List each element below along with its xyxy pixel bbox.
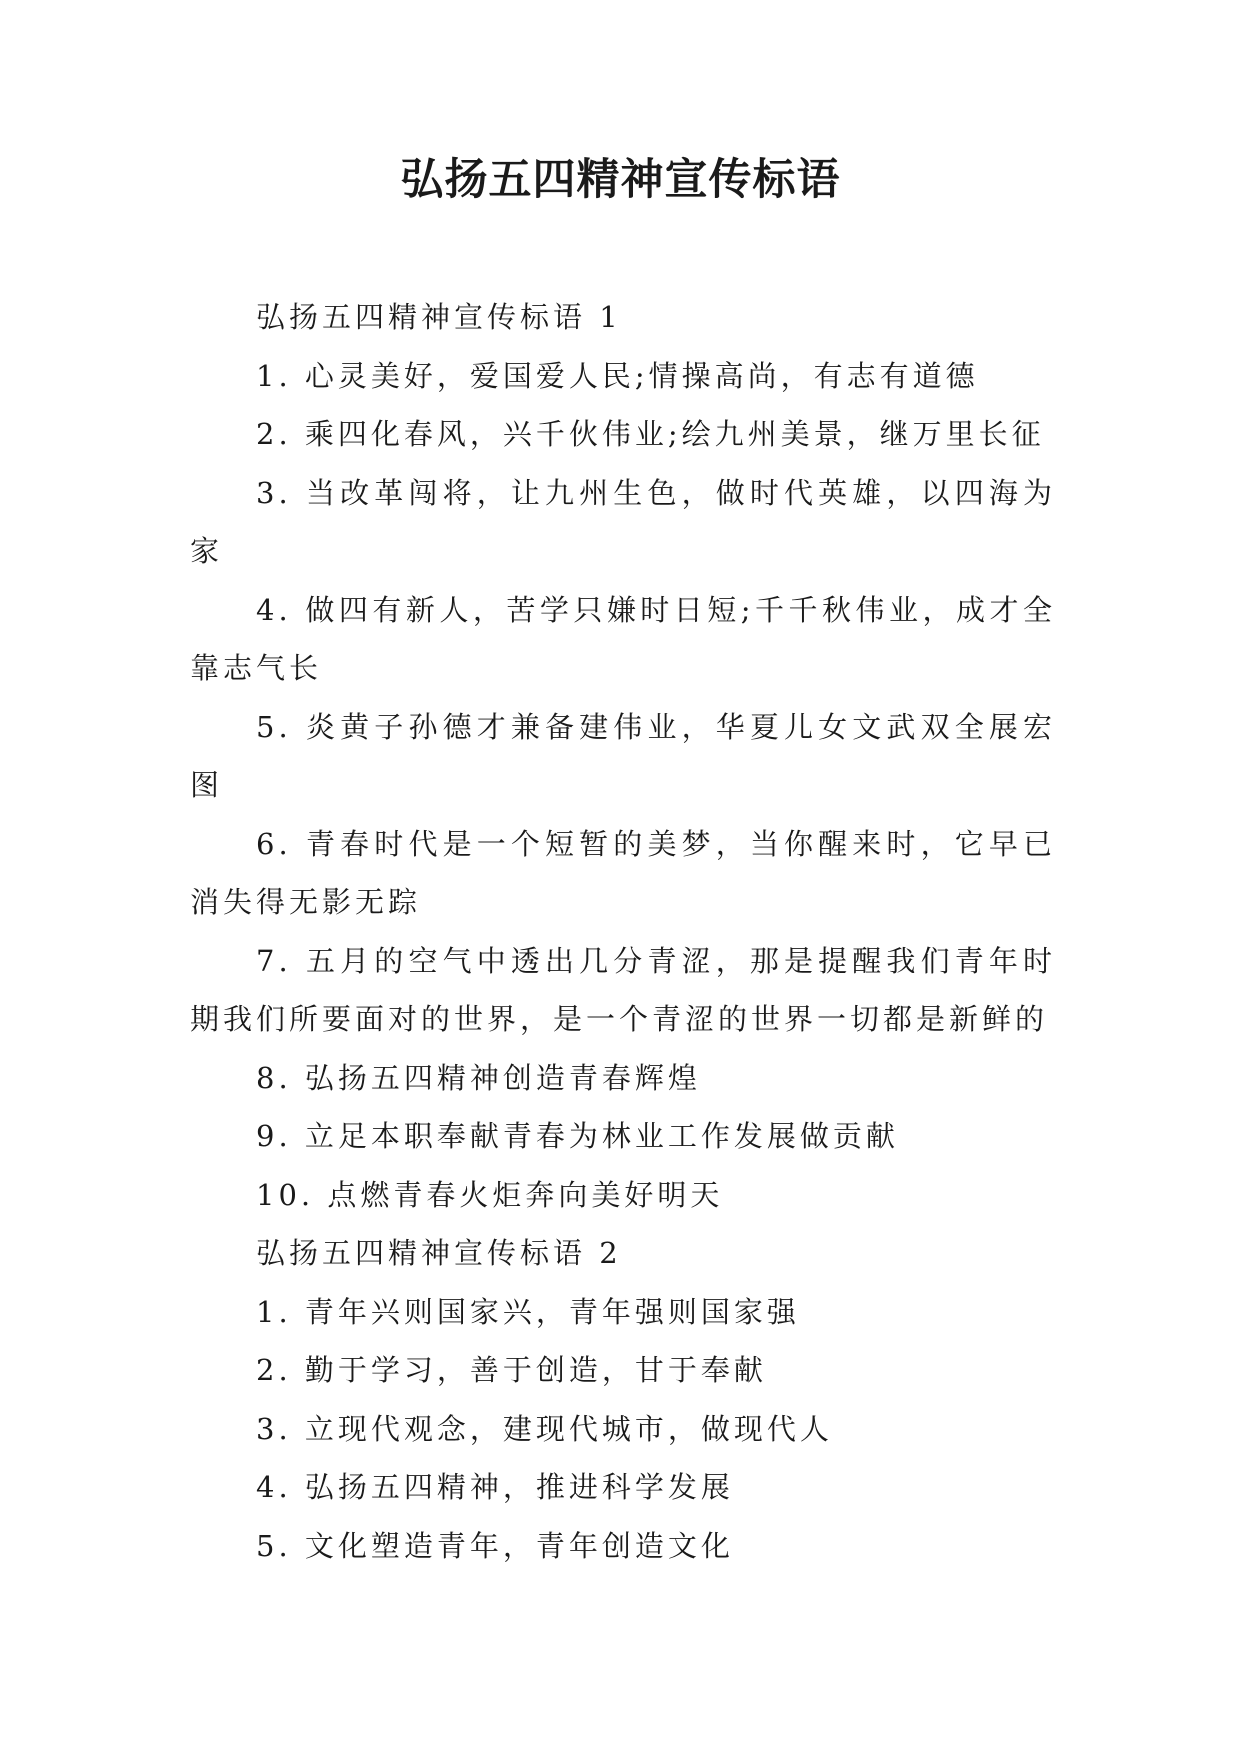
- section-heading-1: 弘扬五四精神宣传标语 1: [256, 300, 622, 334]
- slogan-item: 3. 立现代观念，建现代城市，做现代人: [256, 1411, 833, 1446]
- slogan-item: 5. 炎黄子孙德才兼备建伟业，华夏儿女文武双全展宏图: [190, 709, 1056, 802]
- slogan-item: 10. 点燃青春火炬奔向美好明天: [256, 1177, 724, 1212]
- slogan-item: 8. 弘扬五四精神创造青春辉煌: [256, 1060, 701, 1095]
- slogan-item: 1. 心灵美好，爱国爱人民;情操高尚，有志有道德: [256, 358, 979, 393]
- section-heading-2: 弘扬五四精神宣传标语 2: [256, 1236, 622, 1270]
- slogan-item: 4. 弘扬五四精神，推进科学发展: [256, 1470, 734, 1504]
- document-title: 弘扬五四精神宣传标语: [400, 155, 841, 205]
- slogan-item: 2. 乘四化春风，兴千伙伟业;绘九州美景，继万里长征: [256, 417, 1045, 451]
- slogan-item: 2. 勤于学习，善于创造，甘于奉献: [256, 1353, 767, 1387]
- slogan-item: 9. 立足本职奉献青春为林业工作发展做贡献: [256, 1119, 899, 1153]
- slogan-item: 6. 青春时代是一个短暂的美梦，当你醒来时，它早已消失得无影无踪: [190, 826, 1056, 919]
- document-body: [190, 288, 1056, 1575]
- slogan-item: 3. 当改革闯将，让九州生色，做时代英雄，以四海为家: [190, 475, 1056, 568]
- slogan-item: 1. 青年兴则国家兴，青年强则国家强: [256, 1294, 800, 1329]
- slogan-item: 4. 做四有新人，苦学只嫌时日短;千千秋伟业，成才全靠志气长: [190, 592, 1056, 685]
- slogan-item: 7. 五月的空气中透出几分青涩，那是提醒我们青年时期我们所要面对的世界，是一个青涩的世界一切都是新鲜的: [190, 943, 1056, 1036]
- slogan-item: 5. 文化塑造青年，青年创造文化: [256, 1528, 734, 1563]
